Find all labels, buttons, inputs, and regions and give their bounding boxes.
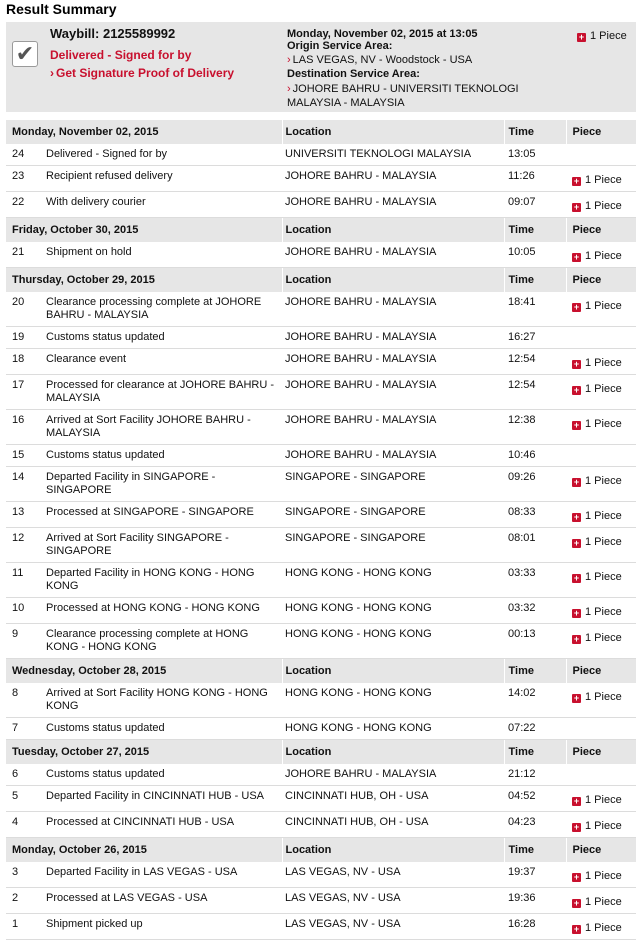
event-row — [6, 242, 636, 268]
event-description: Departed Facility in SINGAPORE - SINGAPORE — [46, 467, 282, 502]
event-number: 22 — [6, 192, 46, 218]
event-description: Processed at CINCINNATI HUB - USA — [46, 812, 282, 838]
event-piece-cell — [566, 327, 636, 349]
expand-plus-icon: + — [573, 252, 580, 262]
event-description: Customs status updated — [46, 327, 282, 349]
piece-button[interactable] — [572, 300, 622, 312]
expand-plus-icon: + — [573, 420, 580, 430]
piece-label: 1 Piece — [585, 200, 622, 212]
event-description: Recipient refused delivery — [46, 166, 282, 192]
expand-plus-icon: + — [573, 872, 580, 882]
event-time: 00:13 — [504, 624, 566, 659]
event-row — [6, 888, 636, 914]
event-piece-cell — [566, 467, 636, 502]
event-location: HONG KONG - HONG KONG — [282, 598, 504, 624]
event-number: 5 — [6, 786, 46, 812]
piece-label: 1 Piece — [585, 475, 622, 487]
event-row — [6, 862, 636, 888]
event-location: JOHORE BAHRU - MALAYSIA — [282, 375, 504, 410]
event-row — [6, 166, 636, 192]
event-number: 9 — [6, 624, 46, 659]
piece-label: 1 Piece — [585, 896, 622, 908]
date-header-row — [6, 659, 636, 684]
event-row — [6, 563, 636, 598]
expand-plus-icon: + — [573, 385, 580, 395]
event-time: 08:01 — [504, 528, 566, 563]
event-piece-cell — [566, 528, 636, 563]
event-piece-cell — [566, 410, 636, 445]
event-piece-cell — [566, 166, 636, 192]
piece-button[interactable] — [572, 794, 622, 806]
event-piece-cell — [566, 598, 636, 624]
event-row — [6, 192, 636, 218]
event-piece-cell — [566, 445, 636, 467]
delivered-check-icon: ✔ — [12, 41, 38, 67]
event-row — [6, 375, 636, 410]
event-piece-cell — [566, 764, 636, 786]
summary-piece-button[interactable] — [577, 30, 627, 42]
expand-plus-icon: + — [573, 176, 580, 186]
origin-text: LAS VEGAS, NV - Woodstock - USA — [292, 54, 473, 66]
event-number: 6 — [6, 764, 46, 786]
piece-label: 1 Piece — [585, 510, 622, 522]
event-location: UNIVERSITI TEKNOLOGI MALAYSIA — [282, 144, 504, 166]
event-piece-cell — [566, 888, 636, 914]
event-row — [6, 528, 636, 563]
date-header: Thursday, October 29, 2015 — [6, 268, 282, 293]
event-description: Processed for clearance at JOHORE BAHRU - MALAYSIA — [46, 375, 282, 410]
piece-label: 1 Piece — [585, 922, 622, 934]
piece-column-header: Piece — [566, 120, 636, 145]
expand-plus-icon: + — [573, 302, 580, 312]
date-header: Wednesday, October 28, 2015 — [6, 659, 282, 684]
piece-column-header: Piece — [566, 659, 636, 684]
event-location: LAS VEGAS, NV - USA — [282, 914, 504, 940]
expand-plus-icon: + — [573, 634, 580, 644]
location-column-header: Location — [282, 120, 504, 145]
piece-label: 1 Piece — [585, 870, 622, 882]
event-time: 12:54 — [504, 349, 566, 375]
waybill-number: Waybill: 2125589992 — [50, 26, 176, 41]
date-header-row — [6, 218, 636, 243]
event-description: Arrived at Sort Facility HONG KONG - HONG KONG — [46, 683, 282, 718]
event-time: 09:26 — [504, 467, 566, 502]
event-time: 16:27 — [504, 327, 566, 349]
event-time: 04:23 — [504, 812, 566, 838]
event-number: 15 — [6, 445, 46, 467]
event-description: Clearance processing complete at JOHORE BAHRU - MALAYSIA — [46, 292, 282, 327]
expand-plus-icon: + — [573, 202, 580, 212]
event-row — [6, 327, 636, 349]
event-row — [6, 764, 636, 786]
piece-column-header: Piece — [566, 740, 636, 765]
expand-plus-icon: + — [573, 538, 580, 548]
event-time: 03:32 — [504, 598, 566, 624]
event-piece-cell — [566, 502, 636, 528]
event-location: HONG KONG - HONG KONG — [282, 718, 504, 740]
piece-button[interactable] — [572, 510, 622, 522]
location-column-header: Location — [282, 740, 504, 765]
event-row — [6, 786, 636, 812]
event-location: HONG KONG - HONG KONG — [282, 624, 504, 659]
piece-button[interactable] — [572, 691, 622, 703]
event-row — [6, 349, 636, 375]
destination-text: JOHORE BAHRU - UNIVERSITI TEKNOLOGI MALAYSIA - MALAYSIA — [287, 83, 519, 109]
piece-button[interactable] — [572, 250, 622, 262]
event-description: Clearance event — [46, 349, 282, 375]
event-piece-cell — [566, 192, 636, 218]
time-column-header: Time — [504, 120, 566, 145]
event-row — [6, 598, 636, 624]
piece-button[interactable] — [572, 896, 622, 908]
time-column-header: Time — [504, 659, 566, 684]
event-piece-cell — [566, 349, 636, 375]
event-piece-cell — [566, 563, 636, 598]
event-location: SINGAPORE - SINGAPORE — [282, 467, 504, 502]
event-piece-cell — [566, 862, 636, 888]
piece-label: 1 Piece — [585, 536, 622, 548]
event-row — [6, 683, 636, 718]
event-location: JOHORE BAHRU - MALAYSIA — [282, 327, 504, 349]
event-location: JOHORE BAHRU - MALAYSIA — [282, 764, 504, 786]
event-description: Departed Facility in CINCINNATI HUB - USA — [46, 786, 282, 812]
piece-label: 1 Piece — [585, 632, 622, 644]
event-time: 19:36 — [504, 888, 566, 914]
event-number: 23 — [6, 166, 46, 192]
event-time: 21:12 — [504, 764, 566, 786]
expand-plus-icon: + — [573, 924, 580, 934]
event-description: Processed at SINGAPORE - SINGAPORE — [46, 502, 282, 528]
origin-label: Origin Service Area: — [287, 40, 393, 52]
piece-label: 1 Piece — [585, 174, 622, 186]
expand-plus-icon: + — [573, 796, 580, 806]
event-number: 24 — [6, 144, 46, 166]
event-number: 10 — [6, 598, 46, 624]
event-time: 18:41 — [504, 292, 566, 327]
event-time: 12:38 — [504, 410, 566, 445]
event-row — [6, 502, 636, 528]
event-number: 1 — [6, 914, 46, 940]
event-description: Customs status updated — [46, 764, 282, 786]
time-column-header: Time — [504, 268, 566, 293]
event-number: 17 — [6, 375, 46, 410]
event-time: 13:05 — [504, 144, 566, 166]
piece-button[interactable] — [572, 870, 622, 882]
event-description: With delivery courier — [46, 192, 282, 218]
event-location: HONG KONG - HONG KONG — [282, 563, 504, 598]
location-column-header: Location — [282, 268, 504, 293]
piece-label: 1 Piece — [585, 606, 622, 618]
event-number: 7 — [6, 718, 46, 740]
event-location: JOHORE BAHRU - MALAYSIA — [282, 292, 504, 327]
event-number: 20 — [6, 292, 46, 327]
event-row — [6, 914, 636, 940]
expand-plus-icon: + — [573, 477, 580, 487]
event-piece-cell — [566, 242, 636, 268]
date-header-row — [6, 838, 636, 863]
page-title: Result Summary — [6, 1, 117, 17]
event-number: 14 — [6, 467, 46, 502]
event-piece-cell — [566, 144, 636, 166]
origin-value — [287, 54, 472, 66]
event-piece-cell — [566, 624, 636, 659]
event-description: Departed Facility in LAS VEGAS - USA — [46, 862, 282, 888]
event-row — [6, 410, 636, 445]
piece-button[interactable] — [572, 357, 622, 369]
event-time: 16:28 — [504, 914, 566, 940]
signature-proof-link[interactable] — [50, 66, 234, 80]
piece-column-header: Piece — [566, 218, 636, 243]
event-time: 09:07 — [504, 192, 566, 218]
piece-button[interactable] — [572, 536, 622, 548]
event-number: 19 — [6, 327, 46, 349]
event-description: Processed at LAS VEGAS - USA — [46, 888, 282, 914]
event-number: 12 — [6, 528, 46, 563]
event-location: HONG KONG - HONG KONG — [282, 683, 504, 718]
date-header-row — [6, 120, 636, 145]
event-number: 16 — [6, 410, 46, 445]
piece-button[interactable] — [572, 418, 622, 430]
piece-label: 1 Piece — [585, 571, 622, 583]
event-location: JOHORE BAHRU - MALAYSIA — [282, 349, 504, 375]
event-time: 10:46 — [504, 445, 566, 467]
event-location: JOHORE BAHRU - MALAYSIA — [282, 242, 504, 268]
event-location: CINCINNATI HUB, OH - USA — [282, 812, 504, 838]
expand-plus-icon: + — [573, 512, 580, 522]
event-description: Arrived at Sort Facility SINGAPORE - SINGAPORE — [46, 528, 282, 563]
event-piece-cell — [566, 718, 636, 740]
piece-label: 1 Piece — [585, 794, 622, 806]
location-column-header: Location — [282, 659, 504, 684]
event-description: Delivered - Signed for by — [46, 144, 282, 166]
date-header-row — [6, 740, 636, 765]
piece-label: 1 Piece — [585, 300, 622, 312]
chevron-right-icon: › — [50, 66, 54, 80]
expand-plus-icon: + — [573, 822, 580, 832]
event-row — [6, 445, 636, 467]
event-number: 8 — [6, 683, 46, 718]
expand-plus-icon: + — [573, 359, 580, 369]
date-header: Monday, November 02, 2015 — [6, 120, 282, 145]
piece-button[interactable] — [572, 475, 622, 487]
piece-label: 1 Piece — [585, 357, 622, 369]
event-time: 11:26 — [504, 166, 566, 192]
event-row — [6, 467, 636, 502]
date-header: Tuesday, October 27, 2015 — [6, 740, 282, 765]
event-time: 08:33 — [504, 502, 566, 528]
location-column-header: Location — [282, 838, 504, 863]
expand-plus-icon: + — [573, 573, 580, 583]
event-piece-cell — [566, 786, 636, 812]
date-header: Monday, October 26, 2015 — [6, 838, 282, 863]
piece-button[interactable] — [572, 383, 622, 395]
event-location: SINGAPORE - SINGAPORE — [282, 502, 504, 528]
event-piece-cell — [566, 292, 636, 327]
event-number: 3 — [6, 862, 46, 888]
event-description: Customs status updated — [46, 718, 282, 740]
event-description: Shipment picked up — [46, 914, 282, 940]
event-location: JOHORE BAHRU - MALAYSIA — [282, 166, 504, 192]
expand-plus-icon: + — [573, 693, 580, 703]
chevron-right-icon: › — [287, 83, 291, 95]
event-row — [6, 718, 636, 740]
piece-label: 1 Piece — [585, 250, 622, 262]
event-location: JOHORE BAHRU - MALAYSIA — [282, 445, 504, 467]
event-location: LAS VEGAS, NV - USA — [282, 888, 504, 914]
event-row — [6, 144, 636, 166]
piece-label: 1 Piece — [585, 820, 622, 832]
event-time: 14:02 — [504, 683, 566, 718]
piece-column-header: Piece — [566, 268, 636, 293]
piece-button[interactable] — [572, 632, 622, 644]
events-table — [6, 119, 636, 940]
piece-button[interactable] — [572, 200, 622, 212]
event-location: SINGAPORE - SINGAPORE — [282, 528, 504, 563]
date-header-row — [6, 268, 636, 293]
delivery-status: Delivered - Signed for by — [50, 48, 192, 62]
event-number: 18 — [6, 349, 46, 375]
summary-piece-label: 1 Piece — [590, 30, 627, 42]
date-header: Friday, October 30, 2015 — [6, 218, 282, 243]
piece-button[interactable] — [572, 922, 622, 934]
event-time: 19:37 — [504, 862, 566, 888]
time-column-header: Time — [504, 740, 566, 765]
event-description: Customs status updated — [46, 445, 282, 467]
event-description: Departed Facility in HONG KONG - HONG KONG — [46, 563, 282, 598]
event-number: 4 — [6, 812, 46, 838]
event-time: 04:52 — [504, 786, 566, 812]
event-time: 07:22 — [504, 718, 566, 740]
event-location: JOHORE BAHRU - MALAYSIA — [282, 410, 504, 445]
event-location: CINCINNATI HUB, OH - USA — [282, 786, 504, 812]
destination-label: Destination Service Area: — [287, 68, 420, 80]
result-summary-panel — [6, 22, 636, 112]
piece-column-header: Piece — [566, 838, 636, 863]
piece-button[interactable] — [572, 606, 622, 618]
event-piece-cell — [566, 914, 636, 940]
expand-plus-icon: + — [573, 608, 580, 618]
event-description: Arrived at Sort Facility JOHORE BAHRU - MALAYSIA — [46, 410, 282, 445]
event-number: 21 — [6, 242, 46, 268]
piece-label: 1 Piece — [585, 691, 622, 703]
delivery-date: Monday, November 02, 2015 at 13:05 — [287, 28, 478, 40]
destination-value — [287, 82, 547, 110]
signature-proof-label: Get Signature Proof of Delivery — [56, 66, 235, 80]
event-description: Processed at HONG KONG - HONG KONG — [46, 598, 282, 624]
event-description: Clearance processing complete at HONG KONG - HONG KONG — [46, 624, 282, 659]
time-column-header: Time — [504, 218, 566, 243]
event-location: LAS VEGAS, NV - USA — [282, 862, 504, 888]
event-time: 12:54 — [504, 375, 566, 410]
event-row — [6, 812, 636, 838]
event-piece-cell — [566, 683, 636, 718]
event-number: 2 — [6, 888, 46, 914]
piece-label: 1 Piece — [585, 383, 622, 395]
event-time: 10:05 — [504, 242, 566, 268]
piece-label: 1 Piece — [585, 418, 622, 430]
event-location: JOHORE BAHRU - MALAYSIA — [282, 192, 504, 218]
event-row — [6, 292, 636, 327]
piece-button[interactable] — [572, 571, 622, 583]
event-description: Shipment on hold — [46, 242, 282, 268]
piece-button[interactable] — [572, 174, 622, 186]
location-column-header: Location — [282, 218, 504, 243]
piece-button[interactable] — [572, 820, 622, 832]
event-time: 03:33 — [504, 563, 566, 598]
chevron-right-icon: › — [287, 54, 291, 66]
event-piece-cell — [566, 375, 636, 410]
expand-plus-icon: + — [573, 898, 580, 908]
expand-plus-icon: + — [578, 32, 585, 42]
time-column-header: Time — [504, 838, 566, 863]
event-piece-cell — [566, 812, 636, 838]
event-number: 13 — [6, 502, 46, 528]
event-number: 11 — [6, 563, 46, 598]
event-row — [6, 624, 636, 659]
